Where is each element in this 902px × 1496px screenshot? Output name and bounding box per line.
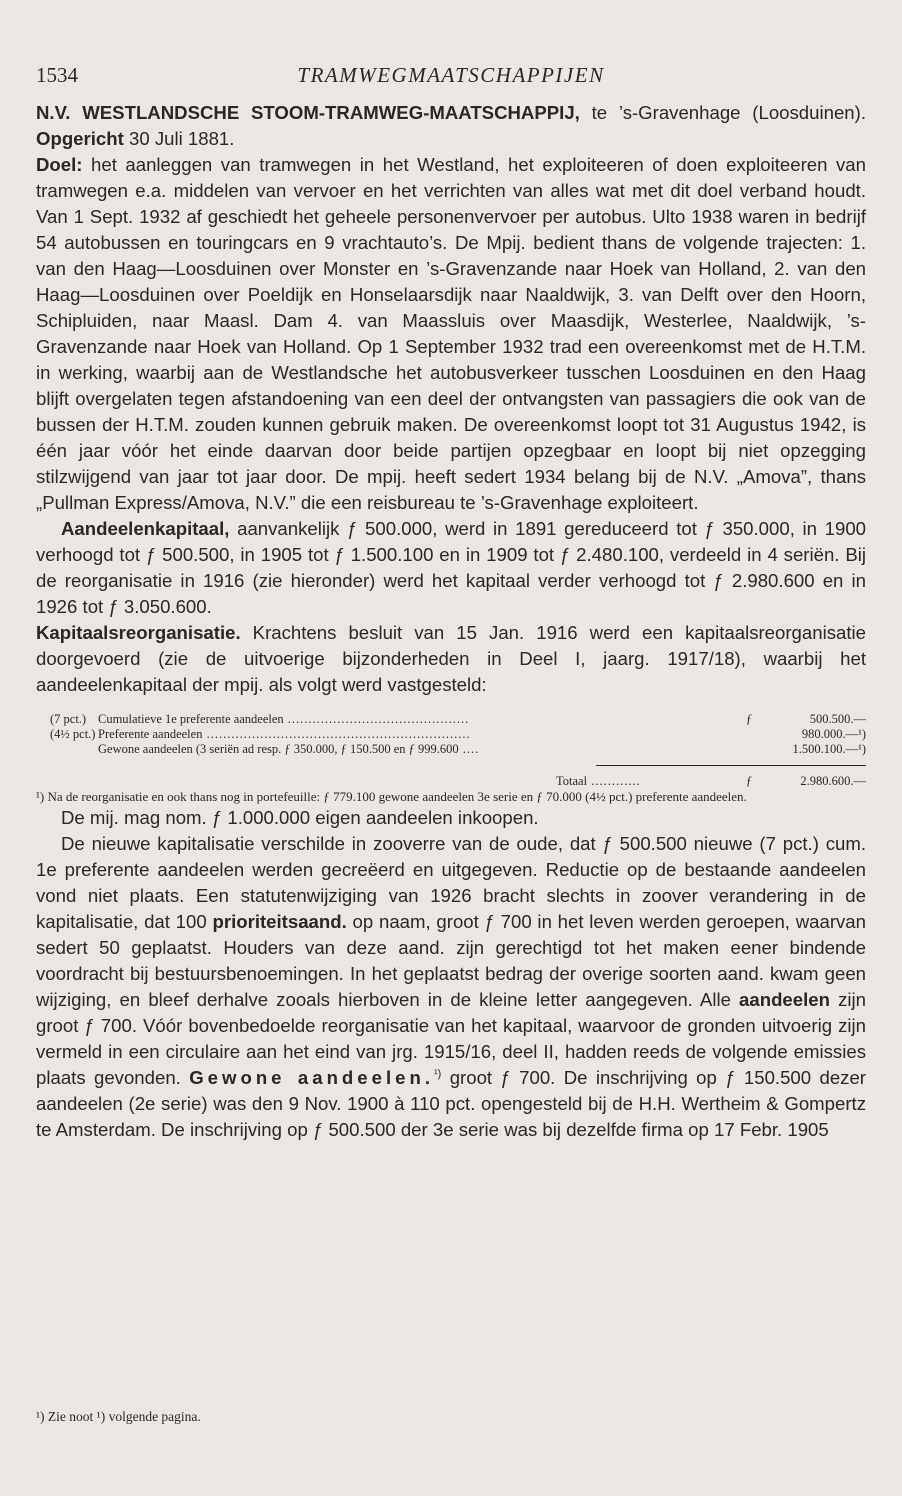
row-amount: 980.000.—¹) [801,727,866,741]
row-desc: Gewone aandeelen (3 seriën ad resp. ƒ 350.000, ƒ 150.500 en ƒ 999.600 [98,742,459,756]
founding-date: 30 Juli 1881. [123,128,235,149]
paragraph-company [36,100,866,152]
row-dots: ................................................................ [202,727,471,741]
row-desc: Cumulatieve 1e preferente aandeelen [98,712,284,726]
row-dots: ............................................ [283,712,470,726]
paragraph-doel [36,152,866,516]
capital-table [36,712,866,789]
total-rule [596,765,866,766]
total-label: Totaal [556,774,588,788]
prioriteitsaand-label: prioriteitsaand. [212,911,347,932]
paragraph-aandeelenkapitaal [36,516,866,620]
kapitalisatie-text-3: zijn groot ƒ 700. Vóór bovenbedoelde reorganisatie van het kapitaal, waarvoor de gronden uitvoerig zijn vermeld in een circulaire aan het eind van jrg. 1915/16, deel II, hadden reeds de volgende emissies plaats gevonden. [36,989,866,1088]
total-currency: ƒ [746,774,753,788]
row-pct: (4½ pct.) [50,727,96,741]
running-title: TRAMWEGMAATSCHAPPIJEN [297,63,605,87]
page-number: 1534 [36,63,78,87]
kapitalisatie-text-2: op naam, groot ƒ 700 in het leven werden geroepen, waarvan sedert 50 geplaatst. Houders van deze aand. zijn gerechtigd tot het maken eener bindende voordracht bij bestuursbenoemingen. In het geplaatst bedrag der overige soorten aand. kwam geen wijziging, en bleef derhalve zooals hierboven in de kleine letter aangegeven. Alle [36,911,866,1010]
kapitaalsreorganisatie-label: Kapitaalsreorganisatie. [36,622,241,643]
opgericht-label: Opgericht [36,128,124,149]
table-row [36,742,866,757]
paragraph-inkoop: De mij. mag nom. ƒ 1.000.000 eigen aandeelen inkoopen. [61,807,539,828]
row-dots: .... [458,742,480,756]
company-location: te ’s-Gravenhage (Loosduinen). [579,102,866,123]
total-amount: 2.980.600.— [800,774,866,788]
paragraph-kapitaalsreorganisatie [36,620,866,698]
page-footnote: ¹) Zie noot ¹) volgende pagina. [36,1409,201,1424]
total-dots: ............ [587,774,641,788]
doel-label: Doel: [36,154,83,175]
kapitalisatie-text-4: groot ƒ 700. De inschrijving op ƒ 150.500 dezer aandeelen (2e serie) was den 9 Nov. 1900 à 110 pct. opengesteld bij de H.H. Wertheim & Gompertz te Amsterdam. De inschrijving op ƒ 500.500 der 3e serie was bij dezelfde firma op 17 Febr. 1905 [36,1067,866,1140]
page-header [36,60,866,90]
kapitalisatie-text-1: De nieuwe kapitalisatie verschilde in zooverre van de oude, dat ƒ 500.500 nieuwe (7 pct.) cum. 1e preferente aandeelen werden gecreëerd en uitgegeven. Reductie op de bestaande aandeelen vond niet plaats. Een statutenwijziging van 1926 bracht slechts in zoover verandering in de kapitalisatie, dat 100 [36,833,866,932]
aandeelenkapitaal-text: aanvankelijk ƒ 500.000, werd in 1891 gereduceerd tot ƒ 350.000, in 1900 verhoogd tot ƒ 500.500, in 1905 tot ƒ 1.500.100 en in 1909 tot ƒ 2.480.100, verdeeld in 4 seriën. Bij de reorganisatie in 1916 (zie hieronder) werd het kapitaal verder verhoogd tot ƒ 2.980.600 en in 1926 tot ƒ 3.050.600. [36,518,866,617]
table-row [36,727,866,742]
row-currency: ƒ [746,712,753,726]
footnote-ref: ¹) [434,1067,442,1080]
aandeelen-label: aandeelen [739,989,830,1010]
row-pct: (7 pct.) [50,712,87,726]
aandeelenkapitaal-label: Aandeelenkapitaal, [61,518,230,539]
table-row [36,712,866,727]
body-text [36,100,866,1143]
company-name: N.V. WESTLANDSCHE STOOM-TRAMWEG-MAATSCHAPPIJ, [36,102,580,123]
gewone-aandeelen-label: Gewone aandeelen. [189,1067,434,1088]
doel-text: het aanleggen van tramwegen in het Westland, het exploiteeren of doen exploiteeren van tramwegen e.a. middelen van vervoer en het verrichten van alles wat met dit doel verband houdt. Van 1 Sept. 1932 af geschiedt het geheele personenvervoer per autobus. Ulto 1938 waren in bedrijf 54 autobussen en touringcars en 9 vrachtauto’s. De Mpij. bedient thans de volgende trajecten: 1. van den Haag—Loosduinen over Monster en ’s-Gravenzande naar Hoek van Holland, 2. van den Haag—Loosduinen over Poeldijk en Honselaarsdijk naar Naaldwijk, 3. van Delft over den Hoorn, Schipluiden, naar Maasl. Dam 4. van Maassluis over Maasdijk, Westerlee, Naaldwijk, ’s-Gravenzande naar Hoek van Holland. Op 1 September 1932 trad een overeenkomst met de H.T.M. in werking, waarbij aan de Westlandsche het autobusverkeer tusschen Loosduinen en den Haag blijft overgelaten tegen afstandoening van een deel der ontvangsten van passagiers die ook van de bussen der H.T.M. zouden kunnen gebruik maken. De overeenkomst loopt tot 31 Augustus 1942, is één jaar vóór het einde daarvan door beide partijen opzegbaar en loopt bij niet opzegging stilzwijgend van jaar tot jaar door. De mpij. heeft sedert 1934 belang bij de N.V. „Amova”, thans „Pullman Express/Amova, N.V.” die een reisbureau te ’s-Gravenhage exploiteert. [36,154,866,513]
kapitaalsreorganisatie-text: Krachtens besluit van 15 Jan. 1916 werd een kapitaalsreorganisatie doorgevoerd (zie de uitvoerige bijzonderheden in Deel I, jaarg. 1917/18), waarbij het aandeelenkapitaal der mpij. als volgt werd vastgesteld: [36,622,866,695]
table-total-row [36,774,866,789]
row-amount: 500.500.— [809,712,866,726]
paragraph-kapitalisatie [36,831,866,1143]
row-amount: 1.500.100.—¹) [792,742,866,756]
row-desc: Preferente aandeelen [98,727,203,741]
table-footnote: ¹) Na de reorganisatie en ook thans nog in portefeuille: ƒ 779.100 gewone aandeelen 3e serie en ƒ 70.000 (4½ pct.) preferente aandeelen. [36,789,747,804]
